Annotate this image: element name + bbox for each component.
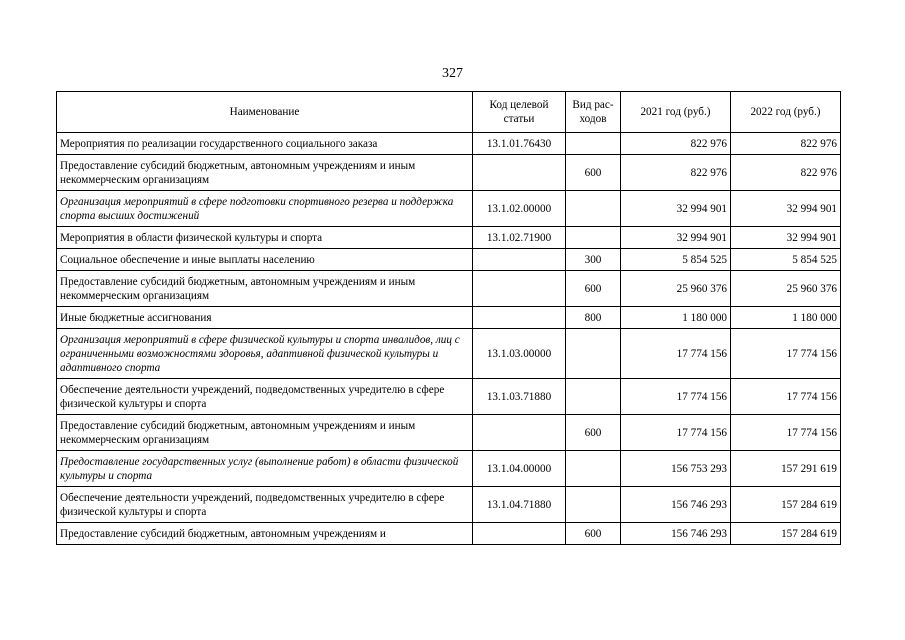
row-code-cell	[473, 155, 566, 191]
row-code-cell: 13.1.01.76430	[473, 133, 566, 155]
row-kind-cell	[566, 191, 621, 227]
row-2022-cell: 17 774 156	[731, 329, 841, 379]
row-kind-cell	[566, 379, 621, 415]
row-2022-cell: 17 774 156	[731, 415, 841, 451]
table-row	[57, 133, 841, 155]
row-code-cell	[473, 415, 566, 451]
row-name-cell: Предоставление субсидий бюджетным, автономным учреждениям и иным некоммерческим организациям	[57, 155, 473, 191]
row-2022-cell: 157 291 619	[731, 451, 841, 487]
table-row	[57, 155, 841, 191]
row-name-cell: Организация мероприятий в сфере подготовки спортивного резерва и поддержка спорта высших достижений	[57, 191, 473, 227]
row-2021-cell: 17 774 156	[621, 379, 731, 415]
table-row	[57, 415, 841, 451]
table-row	[57, 227, 841, 249]
row-2021-cell: 822 976	[621, 133, 731, 155]
table-row	[57, 329, 841, 379]
row-name-cell: Социальное обеспечение и иные выплаты населению	[57, 249, 473, 271]
row-code-cell: 13.1.03.71880	[473, 379, 566, 415]
row-kind-cell	[566, 133, 621, 155]
row-2022-cell: 32 994 901	[731, 191, 841, 227]
table-row	[57, 487, 841, 523]
row-kind-cell	[566, 329, 621, 379]
row-code-cell	[473, 307, 566, 329]
table-row	[57, 523, 841, 545]
row-name-cell: Мероприятия в области физической культуры и спорта	[57, 227, 473, 249]
table-row	[57, 191, 841, 227]
row-name-cell: Предоставление субсидий бюджетным, автономным учреждениям и иным некоммерческим организациям	[57, 415, 473, 451]
row-code-cell: 13.1.02.00000	[473, 191, 566, 227]
row-2021-cell: 5 854 525	[621, 249, 731, 271]
row-2022-cell: 17 774 156	[731, 379, 841, 415]
table-row	[57, 307, 841, 329]
row-2022-cell: 32 994 901	[731, 227, 841, 249]
row-name-cell: Иные бюджетные ассигнования	[57, 307, 473, 329]
row-kind-cell	[566, 487, 621, 523]
row-name-cell: Предоставление государственных услуг (выполнение работ) в области физической культуры и спорта	[57, 451, 473, 487]
header-kind: Вид рас-ходов	[566, 92, 621, 133]
row-name-cell: Предоставление субсидий бюджетным, автономным учреждениям и иным некоммерческим организациям	[57, 271, 473, 307]
row-2021-cell: 25 960 376	[621, 271, 731, 307]
row-2022-cell: 5 854 525	[731, 249, 841, 271]
row-2022-cell: 157 284 619	[731, 487, 841, 523]
budget-table	[56, 91, 841, 545]
row-2021-cell: 156 746 293	[621, 523, 731, 545]
row-code-cell	[473, 249, 566, 271]
table-row	[57, 271, 841, 307]
row-kind-cell	[566, 227, 621, 249]
row-code-cell: 13.1.03.00000	[473, 329, 566, 379]
row-2021-cell: 1 180 000	[621, 307, 731, 329]
row-2021-cell: 17 774 156	[621, 329, 731, 379]
row-name-cell: Предоставление субсидий бюджетным, автономным учреждениям и	[57, 523, 473, 545]
table-row	[57, 249, 841, 271]
header-code: Код целевой статьи	[473, 92, 566, 133]
row-code-cell	[473, 523, 566, 545]
row-kind-cell: 800	[566, 307, 621, 329]
header-name: Наименование	[57, 92, 473, 133]
row-2022-cell: 822 976	[731, 133, 841, 155]
header-2022: 2022 год (руб.)	[731, 92, 841, 133]
row-2021-cell: 156 746 293	[621, 487, 731, 523]
row-name-cell: Мероприятия по реализации государственного социального заказа	[57, 133, 473, 155]
row-kind-cell: 600	[566, 523, 621, 545]
row-code-cell: 13.1.04.71880	[473, 487, 566, 523]
page-number: 327	[442, 66, 463, 81]
row-2021-cell: 822 976	[621, 155, 731, 191]
row-2021-cell: 32 994 901	[621, 227, 731, 249]
row-kind-cell: 600	[566, 271, 621, 307]
row-kind-cell: 600	[566, 155, 621, 191]
row-name-cell: Обеспечение деятельности учреждений, подведомственных учредителю в сфере физической культуры и спорта	[57, 379, 473, 415]
table-body	[57, 133, 841, 545]
row-code-cell	[473, 271, 566, 307]
row-2021-cell: 156 753 293	[621, 451, 731, 487]
header-2021: 2021 год (руб.)	[621, 92, 731, 133]
table-header-row	[57, 92, 841, 133]
row-2022-cell: 822 976	[731, 155, 841, 191]
row-kind-cell: 300	[566, 249, 621, 271]
row-2022-cell: 25 960 376	[731, 271, 841, 307]
row-kind-cell: 600	[566, 415, 621, 451]
table-row	[57, 451, 841, 487]
row-2022-cell: 157 284 619	[731, 523, 841, 545]
row-2021-cell: 32 994 901	[621, 191, 731, 227]
row-2021-cell: 17 774 156	[621, 415, 731, 451]
row-name-cell: Обеспечение деятельности учреждений, подведомственных учредителю в сфере физической культуры и спорта	[57, 487, 473, 523]
row-kind-cell	[566, 451, 621, 487]
row-2022-cell: 1 180 000	[731, 307, 841, 329]
row-name-cell: Организация мероприятий в сфере физической культуры и спорта инвалидов, лиц с ограниченными возможностями здоровья, адаптивной физической культуры и адаптивного спорта	[57, 329, 473, 379]
row-code-cell: 13.1.02.71900	[473, 227, 566, 249]
table-row	[57, 379, 841, 415]
row-code-cell: 13.1.04.00000	[473, 451, 566, 487]
